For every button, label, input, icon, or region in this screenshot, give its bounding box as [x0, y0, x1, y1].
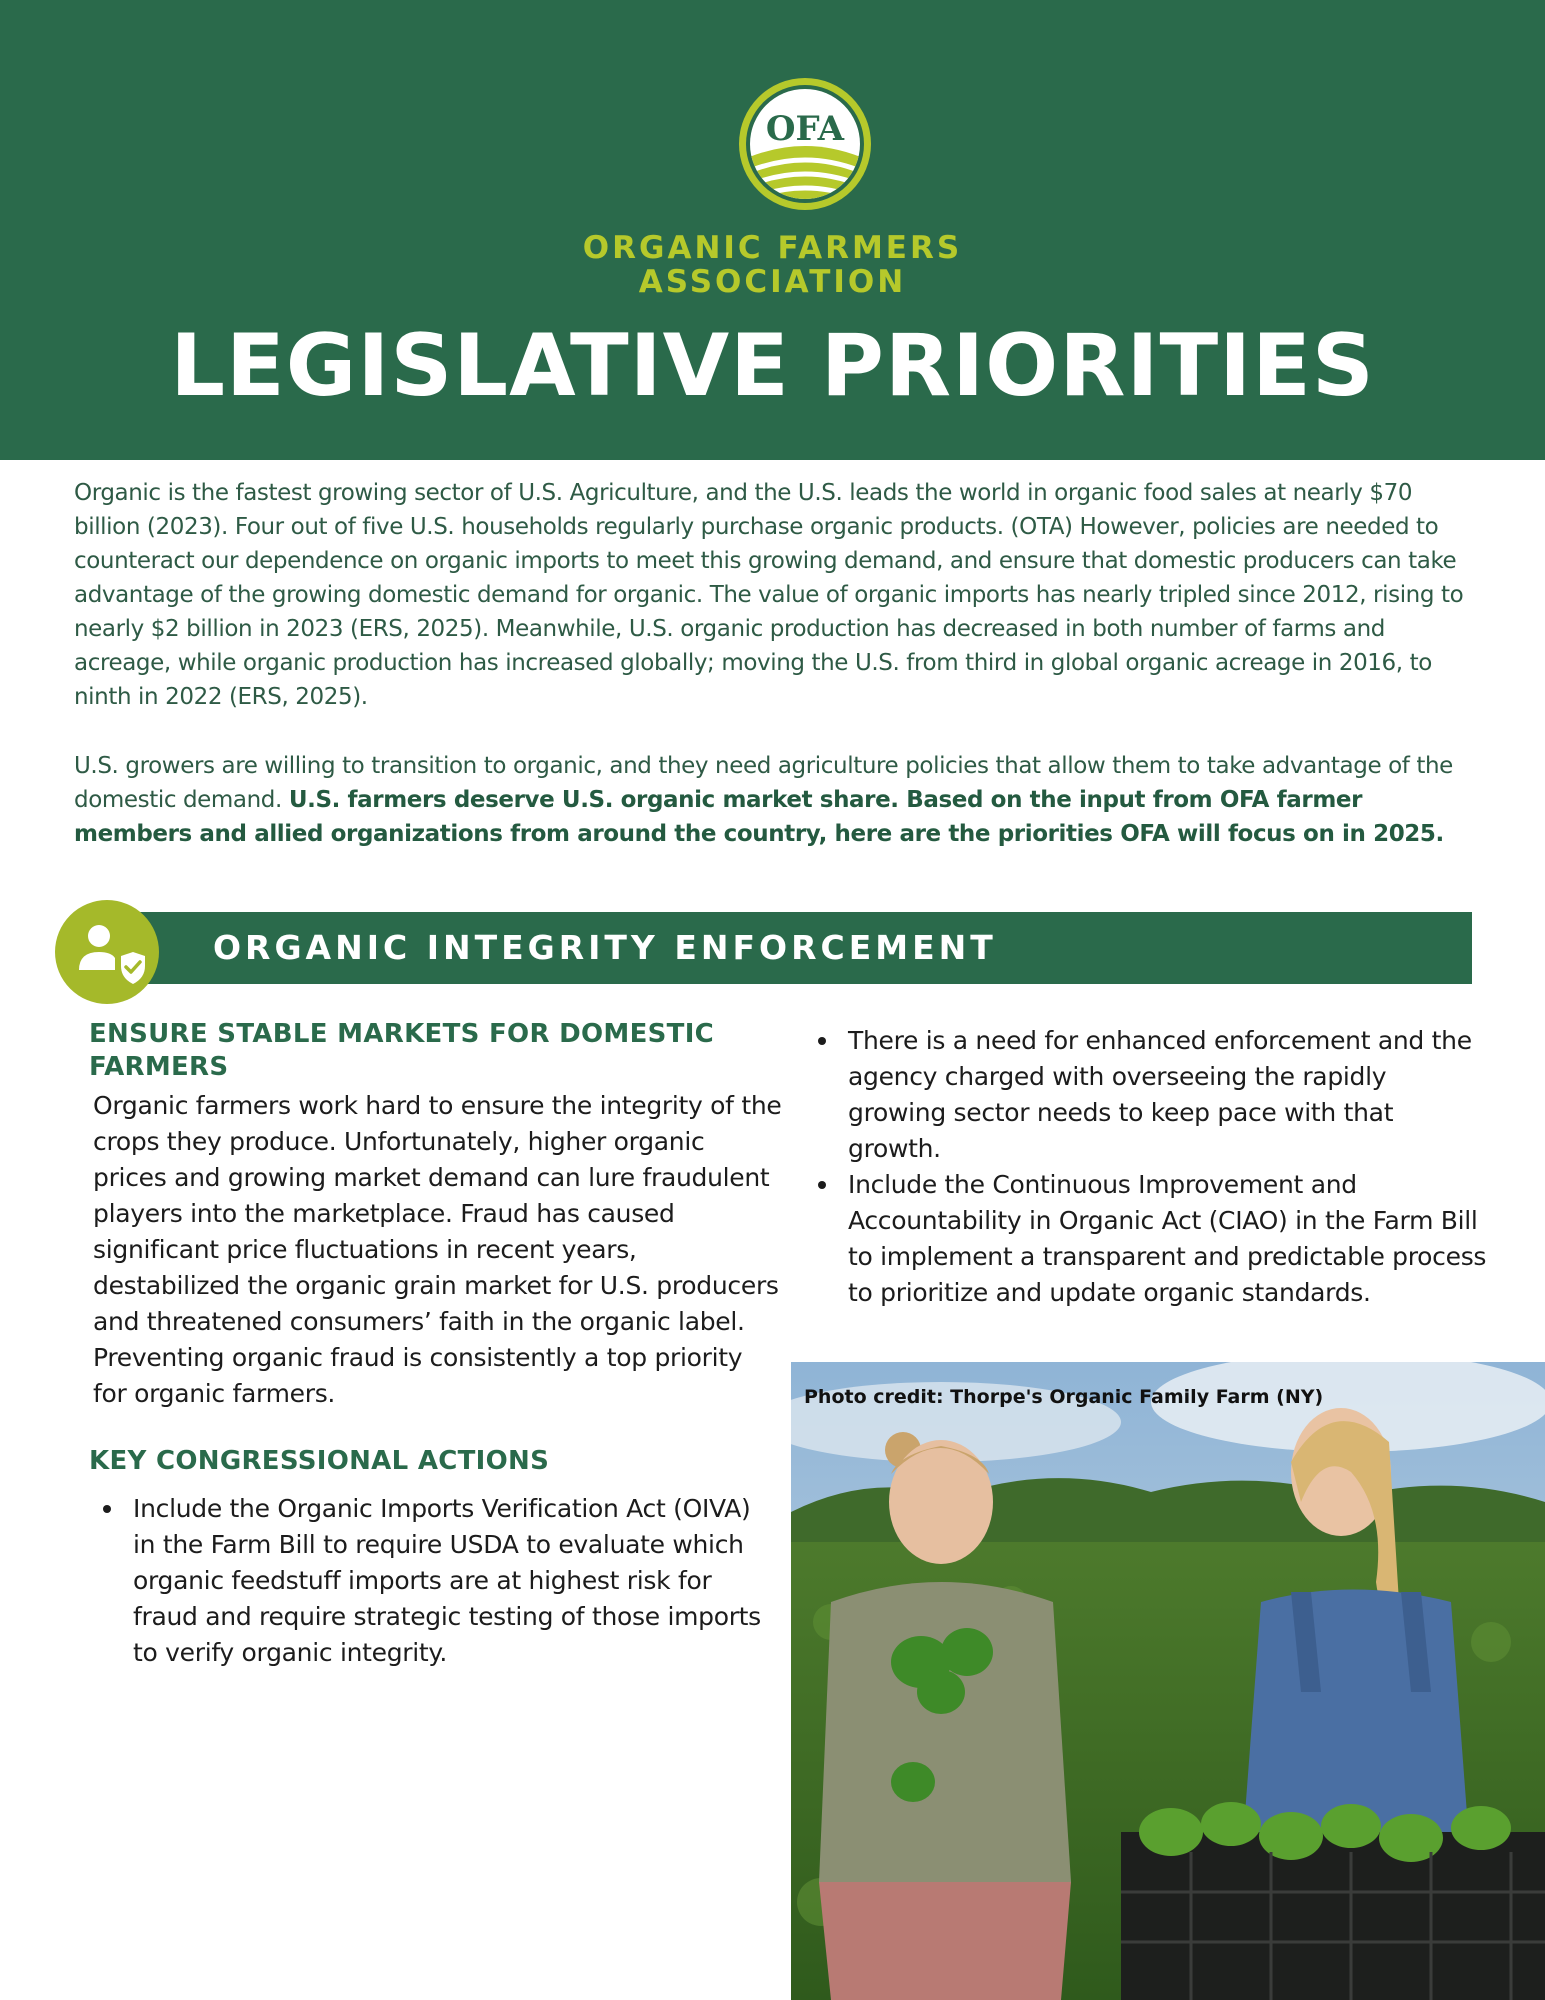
farm-photo-illustration — [791, 1362, 1545, 2000]
org-name-line2: ASSOCIATION — [638, 264, 907, 300]
org-name-line1: ORGANIC FARMERS — [582, 230, 963, 266]
intro-paragraph-2 — [74, 749, 1474, 851]
key-actions-heading: KEY CONGRESSIONAL ACTIONS — [89, 1446, 550, 1476]
stable-markets-body: Organic farmers work hard to ensure the integrity of the crops they produce. Unfortunately, higher organic prices and growing market demand can lure fraudulent players into the marketplace. Fraud has caused significant price fluctuations in recent years, destabilized the organic grain market for U.S. producers and threatened consumers’ faith in the organic label. Preventing organic fraud is consistently a top priority for organic farmers. — [93, 1091, 782, 1408]
person-shield-icon — [55, 900, 159, 1004]
section-icon-badge — [55, 900, 159, 1004]
list-item — [133, 1491, 773, 1671]
photo-credit: Photo credit: Thorpe's Organic Family Farm (NY) — [804, 1386, 1324, 1408]
intro-paragraph-2-plain: U.S. growers are willing to transition to organic, and they need agriculture policies that allow them to take advantage of the domestic demand. — [74, 753, 1453, 813]
farmers-photo — [791, 1362, 1545, 2000]
stable-markets-heading: ENSURE STABLE MARKETS FOR DOMESTIC FARMERS — [89, 1019, 715, 1082]
intro-paragraph-2-bold: U.S. farmers deserve U.S. organic market share. Based on the input from OFA farmer members and allied organizations from around the country, here are the priorities OFA will focus on in 2025. — [74, 787, 1444, 847]
bullet-icon — [818, 1037, 826, 1045]
page-title: LEGISLATIVE PRIORITIES — [170, 316, 1375, 416]
bullet-icon — [103, 1505, 111, 1513]
list-item-text: There is a need for enhanced enforcement and the agency charged with overseeing the rapidly growing sector needs to keep pace with that growth. — [848, 1026, 1472, 1163]
list-item — [848, 1167, 1488, 1311]
enforcement-list — [848, 1023, 1488, 1311]
section-title: ORGANIC INTEGRITY ENFORCEMENT — [213, 928, 997, 967]
key-actions-list — [133, 1491, 773, 1671]
list-item-text: Include the Continuous Improvement and Accountability in Organic Act (CIAO) in the Farm Bill to implement a transparent and predictable process to prioritize and update organic standards. — [848, 1170, 1487, 1307]
list-item-text: Include the Organic Imports Verification Act (OIVA) in the Farm Bill to require USDA to evaluate which organic feedstuff imports are at highest risk for fraud and require strategic testing of those imports to verify organic integrity. — [133, 1494, 761, 1667]
bullet-icon — [818, 1181, 826, 1189]
logo-text: OFA — [765, 109, 845, 149]
list-item — [848, 1023, 1488, 1167]
intro-paragraph-1: Organic is the fastest growing sector of U.S. Agriculture, and the U.S. leads the world in organic food sales at nearly $70 billion (2023). Four out of five U.S. households regularly purchase organic products. (OTA) However, policies are needed to counteract our dependence on organic imports to meet this growing demand, and ensure that domestic producers can take advantage of the growing domestic demand for organic. The value of organic imports has nearly tripled since 2012, rising to nearly $2 billion in 2023 (ERS, 2025). Meanwhile, U.S. organic production has decreased in both number of farms and acreage, while organic production has increased globally; moving the U.S. from third in global organic acreage in 2016, to ninth in 2022 (ERS, 2025). — [74, 480, 1464, 710]
ofa-logo — [737, 76, 873, 212]
